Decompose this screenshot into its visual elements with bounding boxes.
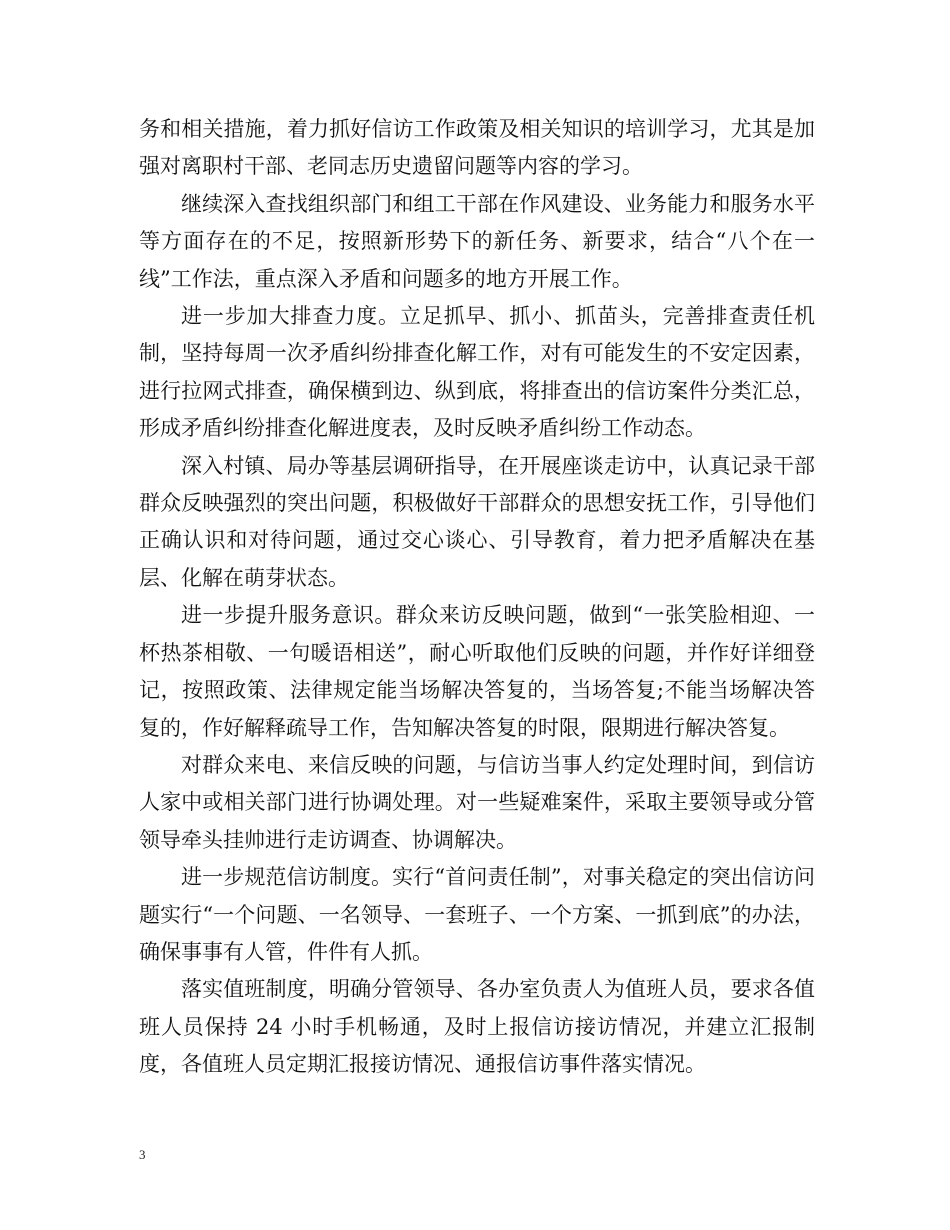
- paragraph: 进一步提升服务意识。群众来访反映问题，做到“一张笑脸相迎、一杯热茶相敬、一句暖语相送”，耐心听取他们反映的问题，并作好详细登记，按照政策、法律规定能当场解决答复的，当场答复;不能当场解决答复的，作好解释疏导工作，告知解决答复的时限，限期进行解决答复。: [139, 603, 815, 740]
- paragraph: 对群众来电、来信反映的问题，与信访当事人约定处理时间，到信访人家中或相关部门进行协调处理。对一些疑难案件，采取主要领导或分管领导牵头挂帅进行走访调查、协调解决。: [139, 752, 815, 852]
- paragraph: 深入村镇、局办等基层调研指导，在开展座谈走访中，认真记录干部群众反映强烈的突出问题，积极做好干部群众的思想安抚工作，引导他们正确认识和对待问题，通过交心谈心、引导教育，着力把矛盾解决在基层、化解在萌芽状态。: [139, 453, 815, 590]
- paragraph: 进一步规范信访制度。实行“首问责任制”，对事关稳定的突出信访问题实行“一个问题、一名领导、一套班子、一个方案、一抓到底”的办法，确保事事有人管，件件有人抓。: [139, 865, 815, 964]
- page-number: 3: [139, 1147, 146, 1162]
- paragraph: 继续深入查找组织部门和组工干部在作风建设、业务能力和服务水平等方面存在的不足，按照新形势下的新任务、新要求，结合“八个在一线”工作法，重点深入矛盾和问题多的地方开展工作。: [139, 191, 815, 291]
- paragraph: 落实值班制度，明确分管领导、各办室负责人为值班人员，要求各值班人员保持 24 小时手机畅通，及时上报信访接访情况，并建立汇报制度，各值班人员定期汇报接访情况、通报信访事件落实情况。: [139, 977, 815, 1077]
- paragraph: 务和相关措施，着力抓好信访工作政策及相关知识的培训学习，尤其是加强对离职村干部、老同志历史遗留问题等内容的学习。: [139, 117, 815, 179]
- paragraph: 进一步加大排查力度。立足抓早、抓小、抓苗头，完善排查责任机制，坚持每周一次矛盾纠纷排查化解工作，对有可能发生的不安定因素，进行拉网式排查，确保横到边、纵到底，将排查出的信访案件分类汇总，形成矛盾纠纷排查化解进度表，及时反映矛盾纠纷工作动态。: [139, 304, 815, 441]
- document-body: [139, 111, 815, 1084]
